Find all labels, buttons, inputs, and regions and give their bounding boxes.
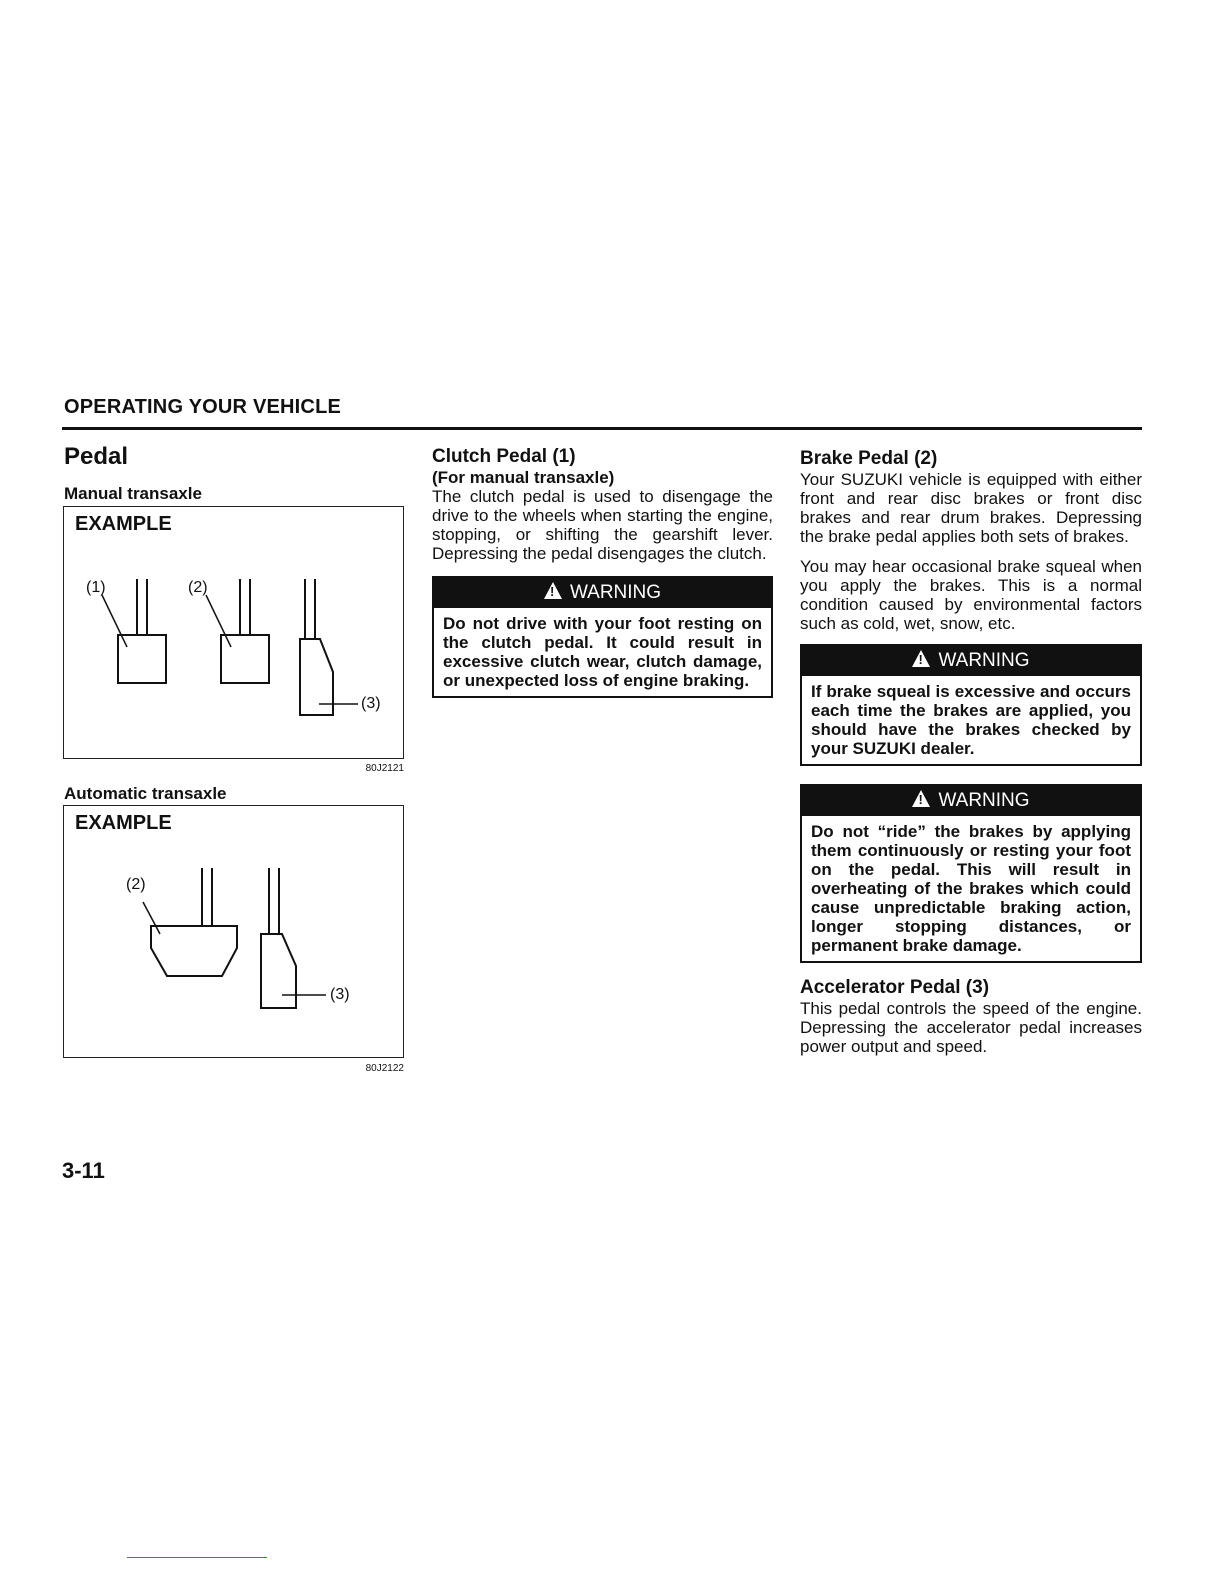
warning-header [434, 578, 771, 608]
warning-triangle-icon: ! [912, 650, 930, 667]
warning-text: Do not drive with your foot resting on the clutch pedal. It could result in excessive clutch wear, clutch damage, or unexpected loss of engine braking. [443, 614, 762, 690]
manual-transaxle-figure [63, 506, 404, 759]
page-number: 3-11 [62, 1158, 105, 1183]
figure-code: 80J2121 [365, 763, 404, 774]
pedal-label-3: (3) [361, 695, 381, 712]
figure-example-label: EXAMPLE [75, 812, 172, 834]
pedal-label-2: (2) [126, 876, 146, 893]
ride-brakes-warning-box [800, 784, 1142, 963]
figure-example-label: EXAMPLE [75, 513, 172, 535]
brake-paragraph-2: You may hear occasional brake squeal when you apply the brakes. This is a normal condition caused by environmental factors such as cold, wet, snow, etc. [800, 557, 1142, 633]
pedal-label-3: (3) [330, 986, 350, 1003]
automatic-pedals-illustration [64, 806, 405, 1059]
warning-label: WARNING [938, 650, 1030, 671]
clutch-pedal-heading: Clutch Pedal (1) [432, 446, 576, 467]
warning-label: WARNING [569, 582, 662, 603]
page-title: Pedal [64, 443, 129, 470]
header-rule [62, 427, 1142, 430]
automatic-transaxle-figure [63, 805, 404, 1058]
clutch-pedal-subheading: (For manual transaxle) [432, 468, 615, 487]
warning-text: If brake squeal is excessive and occurs each time the brakes are applied, you should have the brakes checked by your SUZUKI dealer. [811, 682, 1131, 758]
warning-text: Do not “ride” the brakes by applying them continuously or resting your foot on the pedal. This will result in overheating of the brakes which could cause unpredictable braking action, longer stopping distances, or permanent brake damage. [811, 822, 1131, 955]
accelerator-pedal-heading: Accelerator Pedal (3) [800, 977, 990, 998]
pedal-label-1: (1) [86, 579, 106, 596]
clutch-warning-box [432, 576, 773, 698]
footer-line [127, 1557, 267, 1558]
automatic-transaxle-heading: Automatic transaxle [64, 784, 227, 803]
warning-header [802, 646, 1140, 676]
pedal-label-2: (2) [188, 579, 208, 596]
accelerator-paragraph: This pedal controls the speed of the engine. Depressing the accelerator pedal increases power output and speed. [800, 999, 1142, 1056]
section-title: OPERATING YOUR VEHICLE [64, 396, 342, 418]
manual-pedals-illustration [64, 507, 405, 760]
brake-paragraph-1: Your SUZUKI vehicle is equipped with either front and rear disc brakes or front disc brakes and rear drum brakes. Depressing the brake pedal applies both sets of brakes. [800, 470, 1142, 546]
warning-label: WARNING [938, 790, 1030, 811]
clutch-pedal-paragraph: The clutch pedal is used to disengage the drive to the wheels when starting the engine, stopping, or shifting the gearshift lever. Depressing the pedal disengages the clutch. [432, 487, 773, 563]
warning-triangle-icon: ! [544, 582, 562, 599]
clutch-pedal-section [432, 446, 773, 698]
brake-pedal-section [800, 448, 1142, 1056]
brake-squeal-warning-box [800, 644, 1142, 766]
brake-pedal-heading: Brake Pedal (2) [800, 448, 938, 469]
warning-header [802, 786, 1140, 816]
warning-triangle-icon: ! [912, 790, 930, 807]
figure-code: 80J2122 [365, 1063, 404, 1074]
manual-transaxle-heading: Manual transaxle [64, 484, 202, 503]
